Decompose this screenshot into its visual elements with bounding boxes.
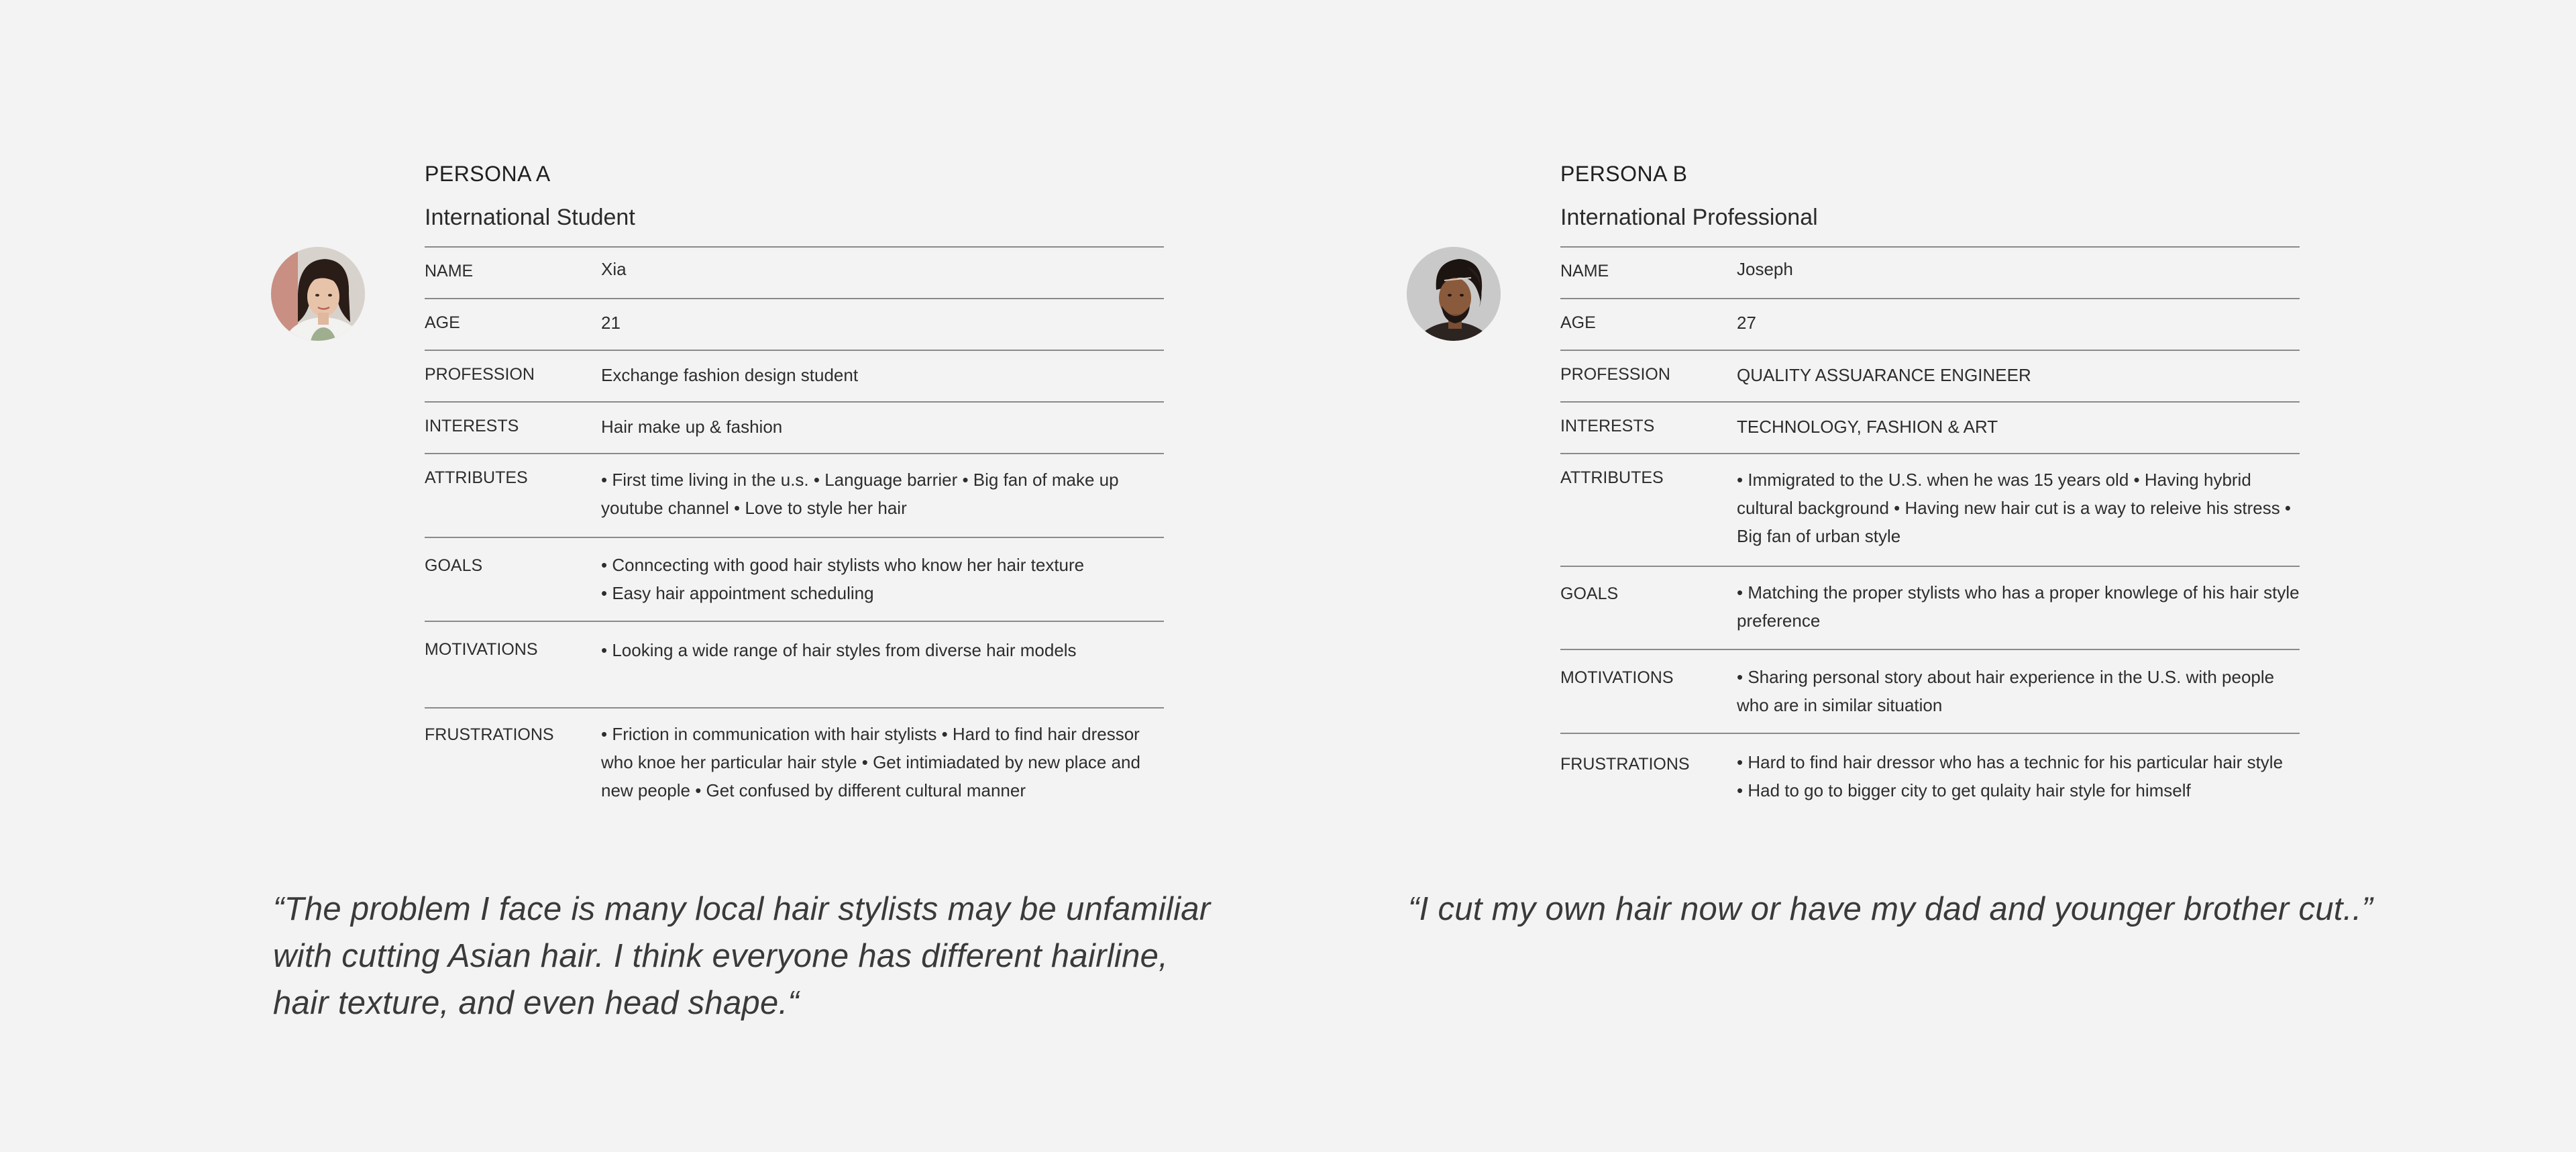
row-value-age: 27 bbox=[1737, 313, 1756, 333]
divider bbox=[425, 401, 1164, 403]
row-key-profession: PROFESSION bbox=[425, 365, 535, 384]
divider bbox=[425, 298, 1164, 299]
divider bbox=[425, 707, 1164, 709]
row-value-name: Xia bbox=[601, 259, 627, 279]
divider bbox=[425, 350, 1164, 351]
row-value-goals: • Conncecting with good hair stylists who know her hair texture • Easy hair appointment scheduling bbox=[601, 555, 1085, 603]
persona-label: PERSONA A bbox=[425, 162, 551, 186]
row-key-attributes: ATTRIBUTES bbox=[1560, 468, 1664, 487]
divider bbox=[1560, 733, 2300, 734]
row-key-attributes: ATTRIBUTES bbox=[425, 468, 528, 487]
row-key-frustrations: FRUSTRATIONS bbox=[1560, 755, 1690, 774]
divider bbox=[1560, 246, 2300, 248]
row-value-frustrations: • Friction in communication with hair stylists • Hard to find hair dressor who knoe her particular hair style • Get intimiadated by new place and new people • Get confused by different cultural manner bbox=[601, 724, 1140, 800]
row-key-goals: GOALS bbox=[425, 556, 483, 575]
row-value-motivations: • Looking a wide range of hair styles from diverse hair models bbox=[601, 640, 1077, 660]
persona-subtitle: International Professional bbox=[1560, 205, 1818, 230]
row-key-profession: PROFESSION bbox=[1560, 365, 1670, 384]
divider bbox=[425, 621, 1164, 622]
divider bbox=[425, 453, 1164, 454]
row-value-interests: TECHNOLOGY, FASHION & ART bbox=[1737, 417, 1998, 437]
row-key-name: NAME bbox=[1560, 262, 1609, 280]
persona-quote: “The problem I face is many local hair stylists may be unfamiliar with cutting Asian hair. I think everyone has different hairline, hair texture, and even head shape.“ bbox=[273, 891, 1211, 1021]
divider bbox=[1560, 298, 2300, 299]
avatar bbox=[271, 247, 365, 341]
row-value-goals: • Matching the proper stylists who has a proper knowlege of his hair style preference bbox=[1737, 582, 2300, 631]
row-key-name: NAME bbox=[425, 262, 474, 280]
divider bbox=[425, 537, 1164, 538]
persona-quote: “I cut my own hair now or have my dad and younger brother cut..” bbox=[1408, 891, 2373, 927]
row-key-motivations: MOTIVATIONS bbox=[1560, 668, 1674, 687]
divider bbox=[1560, 350, 2300, 351]
divider bbox=[1560, 453, 2300, 454]
divider bbox=[1560, 401, 2300, 403]
row-value-attributes: • Immigrated to the U.S. when he was 15 years old • Having hybrid cultural background • Having new hair cut is a way to releive his stress • Big fan of urban style bbox=[1737, 470, 2292, 546]
row-value-age: 21 bbox=[601, 313, 621, 333]
row-value-attributes: • First time living in the u.s. • Language barrier • Big fan of make up youtube channel • Love to style her hair bbox=[601, 470, 1119, 518]
divider bbox=[1560, 566, 2300, 567]
row-key-motivations: MOTIVATIONS bbox=[425, 640, 538, 659]
row-key-interests: INTERESTS bbox=[1560, 417, 1655, 435]
avatar bbox=[1407, 247, 1501, 341]
row-value-frustrations: • Hard to find hair dressor who has a technic for his particular hair style • Had to go to bigger city to get qulaity hair style for himself bbox=[1737, 752, 2284, 800]
woman-portrait-avatar bbox=[271, 247, 365, 341]
row-value-profession: QUALITY ASSUARANCE ENGINEER bbox=[1737, 365, 2031, 385]
row-value-motivations: • Sharing personal story about hair experience in the U.S. with people who are in similar situation bbox=[1737, 667, 2275, 715]
divider bbox=[1560, 649, 2300, 650]
row-value-name: Joseph bbox=[1737, 259, 1793, 279]
row-value-profession: Exchange fashion design student bbox=[601, 365, 859, 385]
row-key-goals: GOALS bbox=[1560, 584, 1619, 603]
row-key-interests: INTERESTS bbox=[425, 417, 519, 435]
man-portrait-avatar bbox=[1407, 247, 1501, 341]
row-key-age: AGE bbox=[1560, 313, 1596, 332]
row-key-age: AGE bbox=[425, 313, 460, 332]
row-key-frustrations: FRUSTRATIONS bbox=[425, 725, 554, 744]
divider bbox=[425, 246, 1164, 248]
persona-subtitle: International Student bbox=[425, 205, 635, 230]
row-value-interests: Hair make up & fashion bbox=[601, 417, 783, 437]
persona-label: PERSONA B bbox=[1560, 162, 1688, 186]
